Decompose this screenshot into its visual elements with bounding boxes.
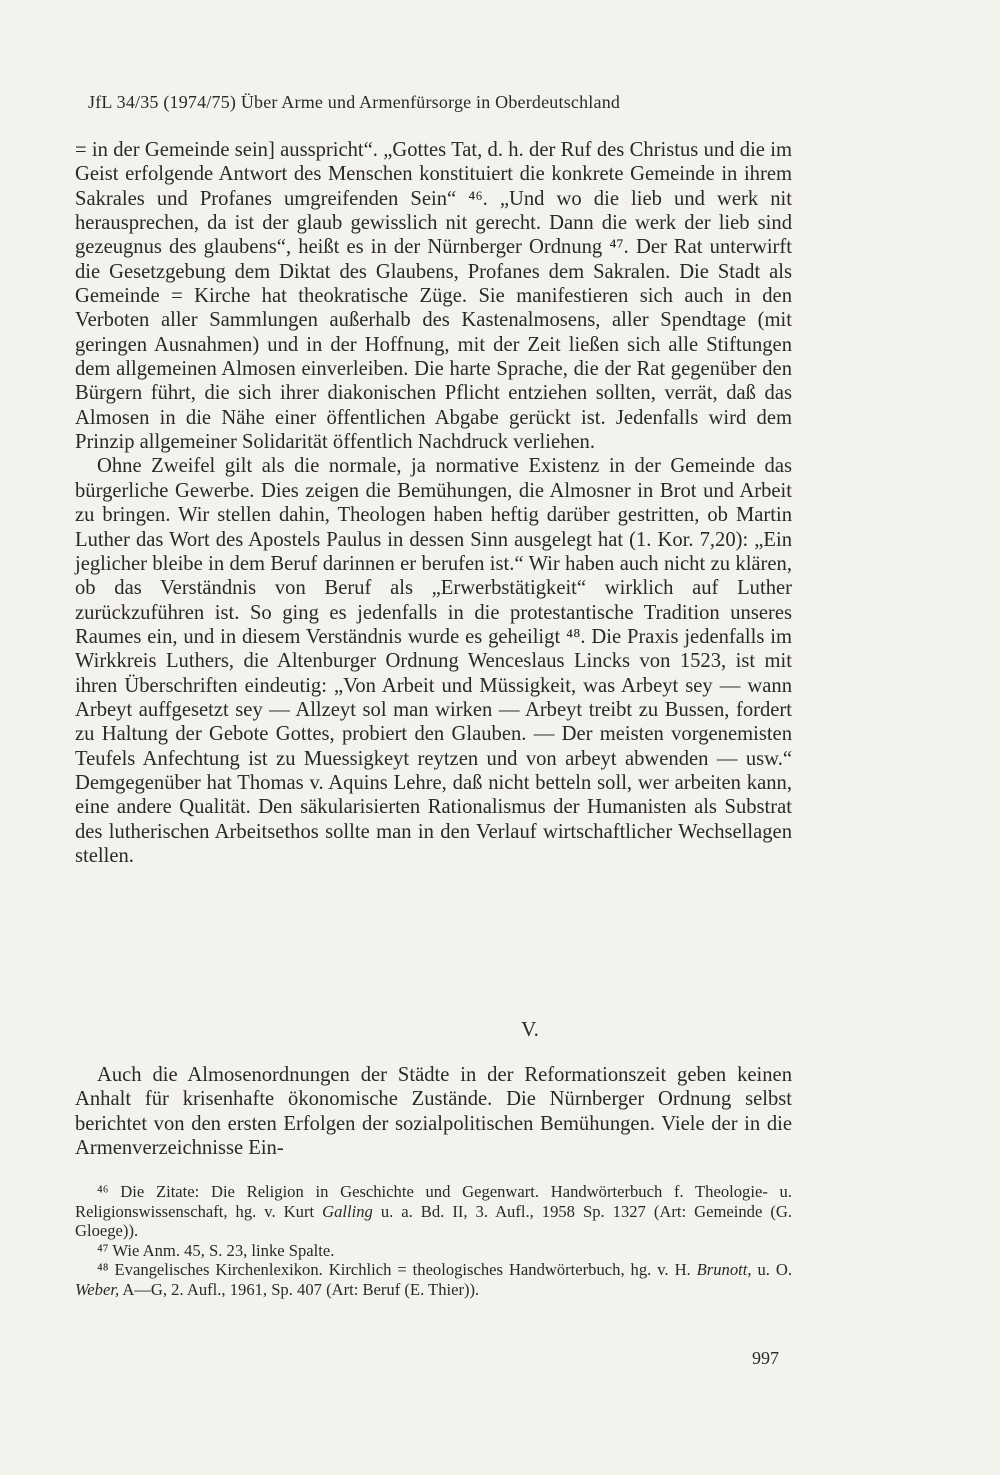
footnote-47 (75, 1241, 792, 1261)
footnote-text: Wie Anm. 45, S. 23, linke Spalte. (108, 1240, 335, 1260)
footnote-number: ⁴⁸ (97, 1260, 109, 1279)
author-name: Galling (322, 1201, 373, 1221)
page-number: 997 (752, 1348, 779, 1368)
footnote-text: A—G, 2. Aufl., 1961, Sp. 407 (Art: Beruf (E. Thier)). (119, 1279, 480, 1299)
footnote-text: u. a. Bd. II, 3. Aufl., 1958 Sp. 1327 (Art: Gemeinde (G. Gloege)). (75, 1201, 792, 1240)
running-head: JfL 34/35 (1974/75) Über Arme und Armenfürsorge in Oberdeutschland (88, 92, 621, 112)
paragraph: = in der Gemeinde sein] ausspricht“. „Gottes Tat, d. h. der Ruf des Christus und die im Geist erfolgende Antwort des Menschen konstituiert die konkrete Gemeinde in ihrem Sakrales und Profanes umgreifenden Sein“ ⁴⁶. „Und wo die lieb und werk nit herausprechen, da ist der glaub gewisslich nit gerecht. Dann die werk der lieb sind gezeugnus des glaubens“, heißt es in der Nürnberger Ordnung ⁴⁷. Der Rat unterwirft die Gesetzgebung dem Diktat des Glaubens, Profanes dem Sakralen. Die Stadt als Gemeinde = Kirche hat theokratische Züge. Sie manifestieren sich auch in den Verboten aller Sammlungen außerhalb des Kastenalmosens, aller Spendtage (mit geringen Ausnahmen) und in der Hoffnung, mit der Zeit ließen sich alle Stiftungen dem allgemeinen Almosen einverleiben. Die harte Sprache, die der Rat gegenüber den Bürgern führt, die sich ihrer diakonischen Pflicht entziehen sollten, verrät, daß das Almosen in die Nähe einer öffentlichen Abgabe gerückt ist. Jedenfalls wird dem Prinzip allgemeiner Solidarität öffentlich Nachdruck verliehen. (75, 139, 792, 454)
footnote-text: Die Zitate: Die Religion in Geschichte und Gegenwart. Handwörterbuch f. Theologie- u. Religionswissenschaft, hg. v. Kurt (75, 1182, 792, 1221)
paragraph: Auch die Almosenordnungen der Städte in der Reformationszeit geben keinen Anhalt für krisenhafte ökonomische Zustände. Die Nürnberger Ordnung selbst berichtet von den ersten Erfolgen der sozialpolitischen Bemühungen. Viele der in die Armenverzeichnisse Ein- (75, 1064, 792, 1160)
footnote-48 (75, 1260, 792, 1299)
footnotes (75, 1182, 792, 1299)
paragraph: Ohne Zweifel gilt als die normale, ja normative Existenz in der Gemeinde das bürgerliche Gewerbe. Dies zeigen die Bemühungen, die Almosner in Brot und Arbeit zu bringen. Wir stellen dahin, Theologen haben heftig darüber gestritten, ob Martin Luther das Wort des Apostels Paulus in dessen Sinn ausgelegt hat (1. Kor. 7,20): „Ein jeglicher bleibe in dem Beruf darinnen er berufen ist.“ Wir haben auch nicht zu klären, ob das Verständnis von Beruf als „Erwerbstätigkeit“ wirklich auf Luther zurückzuführen ist. So ging es jedenfalls in die protestantische Tradition unseres Raumes ein, und in diesem Verständnis wurde es geheiligt ⁴⁸. Die Praxis jedenfalls im Wirkkreis Luthers, die Altenburger Ordnung Wenceslaus Lincks von 1523, ist mit ihren Überschriften eindeutig: „Von Arbeit und Müssigkeit, was Arbeyt sey — wann Arbeyt auffgesetzt sey — Allzeyt sol man wirken — Arbeyt treibt zu Bussen, fordert zu Haltung der Gebote Gottes, probiert den Glauben. — Der meisten vorgenemisten Teufels Anfechtung ist zu Muessigkeyt reytzen und von arbeyt abwenden — usw.“ Demgegenüber hat Thomas v. Aquins Lehre, daß nicht betteln soll, wer arbeiten kann, eine andere Qualität. Den säkularisierten Rationalismus der Humanisten als Substrat des lutherischen Arbeitsethos sollte man in den Verlauf wirtschaftlicher Wechsellagen stellen. (75, 455, 792, 867)
footnote-number: ⁴⁷ (97, 1240, 109, 1260)
footnote-number: ⁴⁶ (97, 1182, 109, 1201)
footnote-text: Evangelisches Kirchenlexikon. Kirchlich = theologisches Handwörterbuch, hg. v. H. (108, 1260, 697, 1279)
main-text (75, 138, 792, 868)
section-heading: V. (521, 1017, 539, 1041)
author-name: Weber, (75, 1279, 120, 1299)
footnote-46 (75, 1182, 792, 1241)
author-name: Brunott, (696, 1260, 752, 1279)
footnote-text: u. O. (751, 1260, 793, 1279)
